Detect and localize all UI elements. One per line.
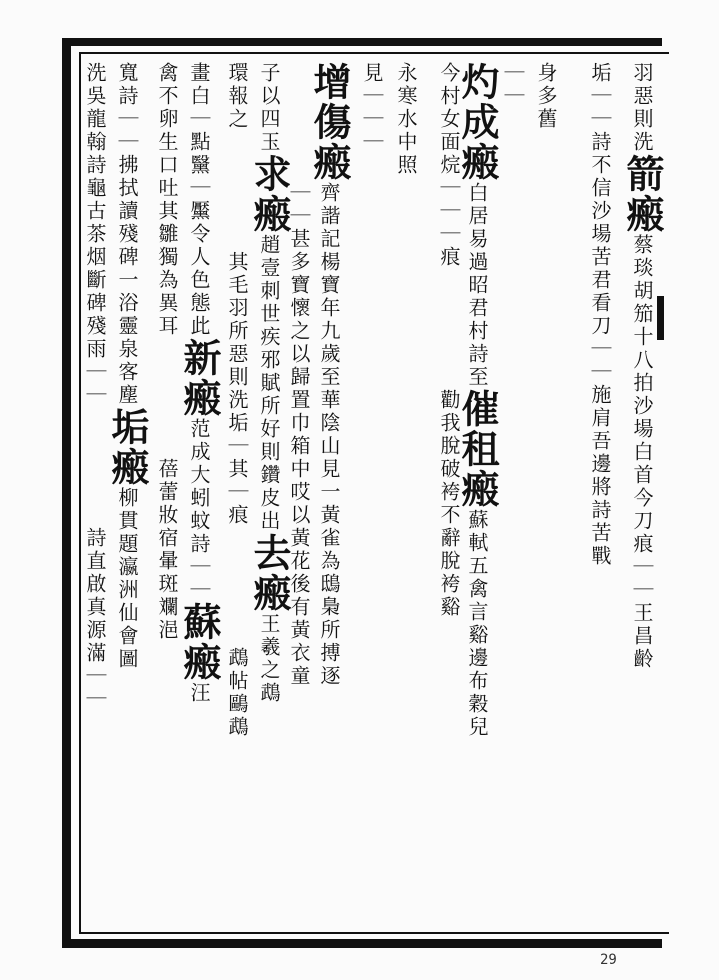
text-column	[501, 62, 524, 108]
entry-text: 蓓蕾妝宿暈斑斕浥	[155, 458, 179, 642]
entry-headword: 增傷瘢	[307, 62, 352, 182]
entry-text: 其毛羽所惡則洗垢｜其｜痕	[225, 251, 249, 527]
entry-text: 身多舊	[534, 62, 558, 131]
entry-text: 詩不信沙場苦君看刀｜｜施肩吾邊將詩苦戰	[588, 131, 612, 568]
entry-text: 永寒水中照	[394, 62, 418, 177]
entry-text: 汪	[187, 682, 211, 705]
inner-rule-bottom	[79, 932, 669, 934]
entry-text: 玉	[257, 131, 281, 154]
entry-text: 禽不卵生口吐其雛獨為異耳	[155, 62, 179, 338]
entry-text: ｜｜	[501, 62, 525, 108]
entry-text: 今村女面烷｜｜｜痕	[437, 62, 461, 269]
entry-text: 鵡帖鷗鵡	[225, 647, 249, 739]
entry-headword: 新瘢	[177, 338, 222, 418]
inner-rule-top	[79, 52, 669, 54]
entry-text: ｜｜甚多寶懷之以歸置巾箱中哎以黃花後有黃衣童	[287, 182, 311, 688]
entry-headword	[73, 407, 118, 527]
entry-headword: 箭瘢	[620, 154, 665, 234]
entry-text: 畫白｜點黳｜黶令人色態此	[187, 62, 211, 338]
text-column	[76, 62, 114, 711]
entry-headword: 去瘢	[247, 533, 292, 613]
page-number: 29	[600, 952, 617, 968]
entry-text: 環報之	[225, 62, 249, 131]
entry-text: 范成大蚓蚊詩｜｜	[187, 418, 211, 602]
entry-text: 羽惡則	[630, 62, 654, 131]
text-column	[394, 62, 417, 177]
entry-text: 洗	[630, 131, 654, 154]
entry-headword: 蘇瘢	[177, 602, 222, 682]
entry-text: 寬詩｜｜拂拭讀殘碑一浴靈泉客塵	[115, 62, 139, 407]
entry-text: 洗吳龍翰詩龜古茶烟斷碑殘雨｜｜	[83, 62, 107, 407]
entry-text: 勸我脫破袴不辭脫袴谿	[437, 389, 461, 619]
entry-text: 王羲之鵡	[257, 613, 281, 705]
text-column	[534, 62, 557, 131]
entry-text: 見｜｜｜	[360, 62, 384, 154]
entry-text: 垢｜｜	[588, 62, 612, 131]
entry-headword: 灼成瘢	[455, 62, 500, 182]
entry-headword	[215, 131, 260, 251]
entry-text: 齊諧記楊寶年九歲至華陰山見一黃雀為鴟梟所搏逐	[317, 182, 341, 688]
entry-headword: 催租瘢	[455, 389, 500, 509]
text-column	[620, 62, 665, 671]
entry-text: 子以四	[257, 62, 281, 131]
entry-text: 白居易過昭君村詩至	[465, 182, 489, 389]
entry-headword	[427, 269, 472, 389]
entry-text: 柳貫題瀛洲仙會圖	[115, 487, 139, 671]
text-column	[430, 62, 468, 619]
entry-text: 趙壹刺世疾邪賦所好則鑽皮出	[257, 234, 281, 533]
entry-text: 蔡琰胡笳十八拍沙場白首今刀痕｜｜王昌齡	[630, 234, 654, 671]
entry-headword: 垢瘢	[105, 407, 150, 487]
text-column	[148, 62, 186, 642]
entry-text: 蘇軾五禽言谿邊布穀兒	[465, 509, 489, 739]
text-column	[218, 62, 256, 739]
text-column	[360, 62, 383, 154]
text-column	[588, 62, 611, 568]
entry-text: 詩直啟真源滿｜｜	[83, 527, 107, 711]
entry-headword: 求瘢	[247, 154, 292, 234]
entry-headword	[145, 338, 190, 458]
